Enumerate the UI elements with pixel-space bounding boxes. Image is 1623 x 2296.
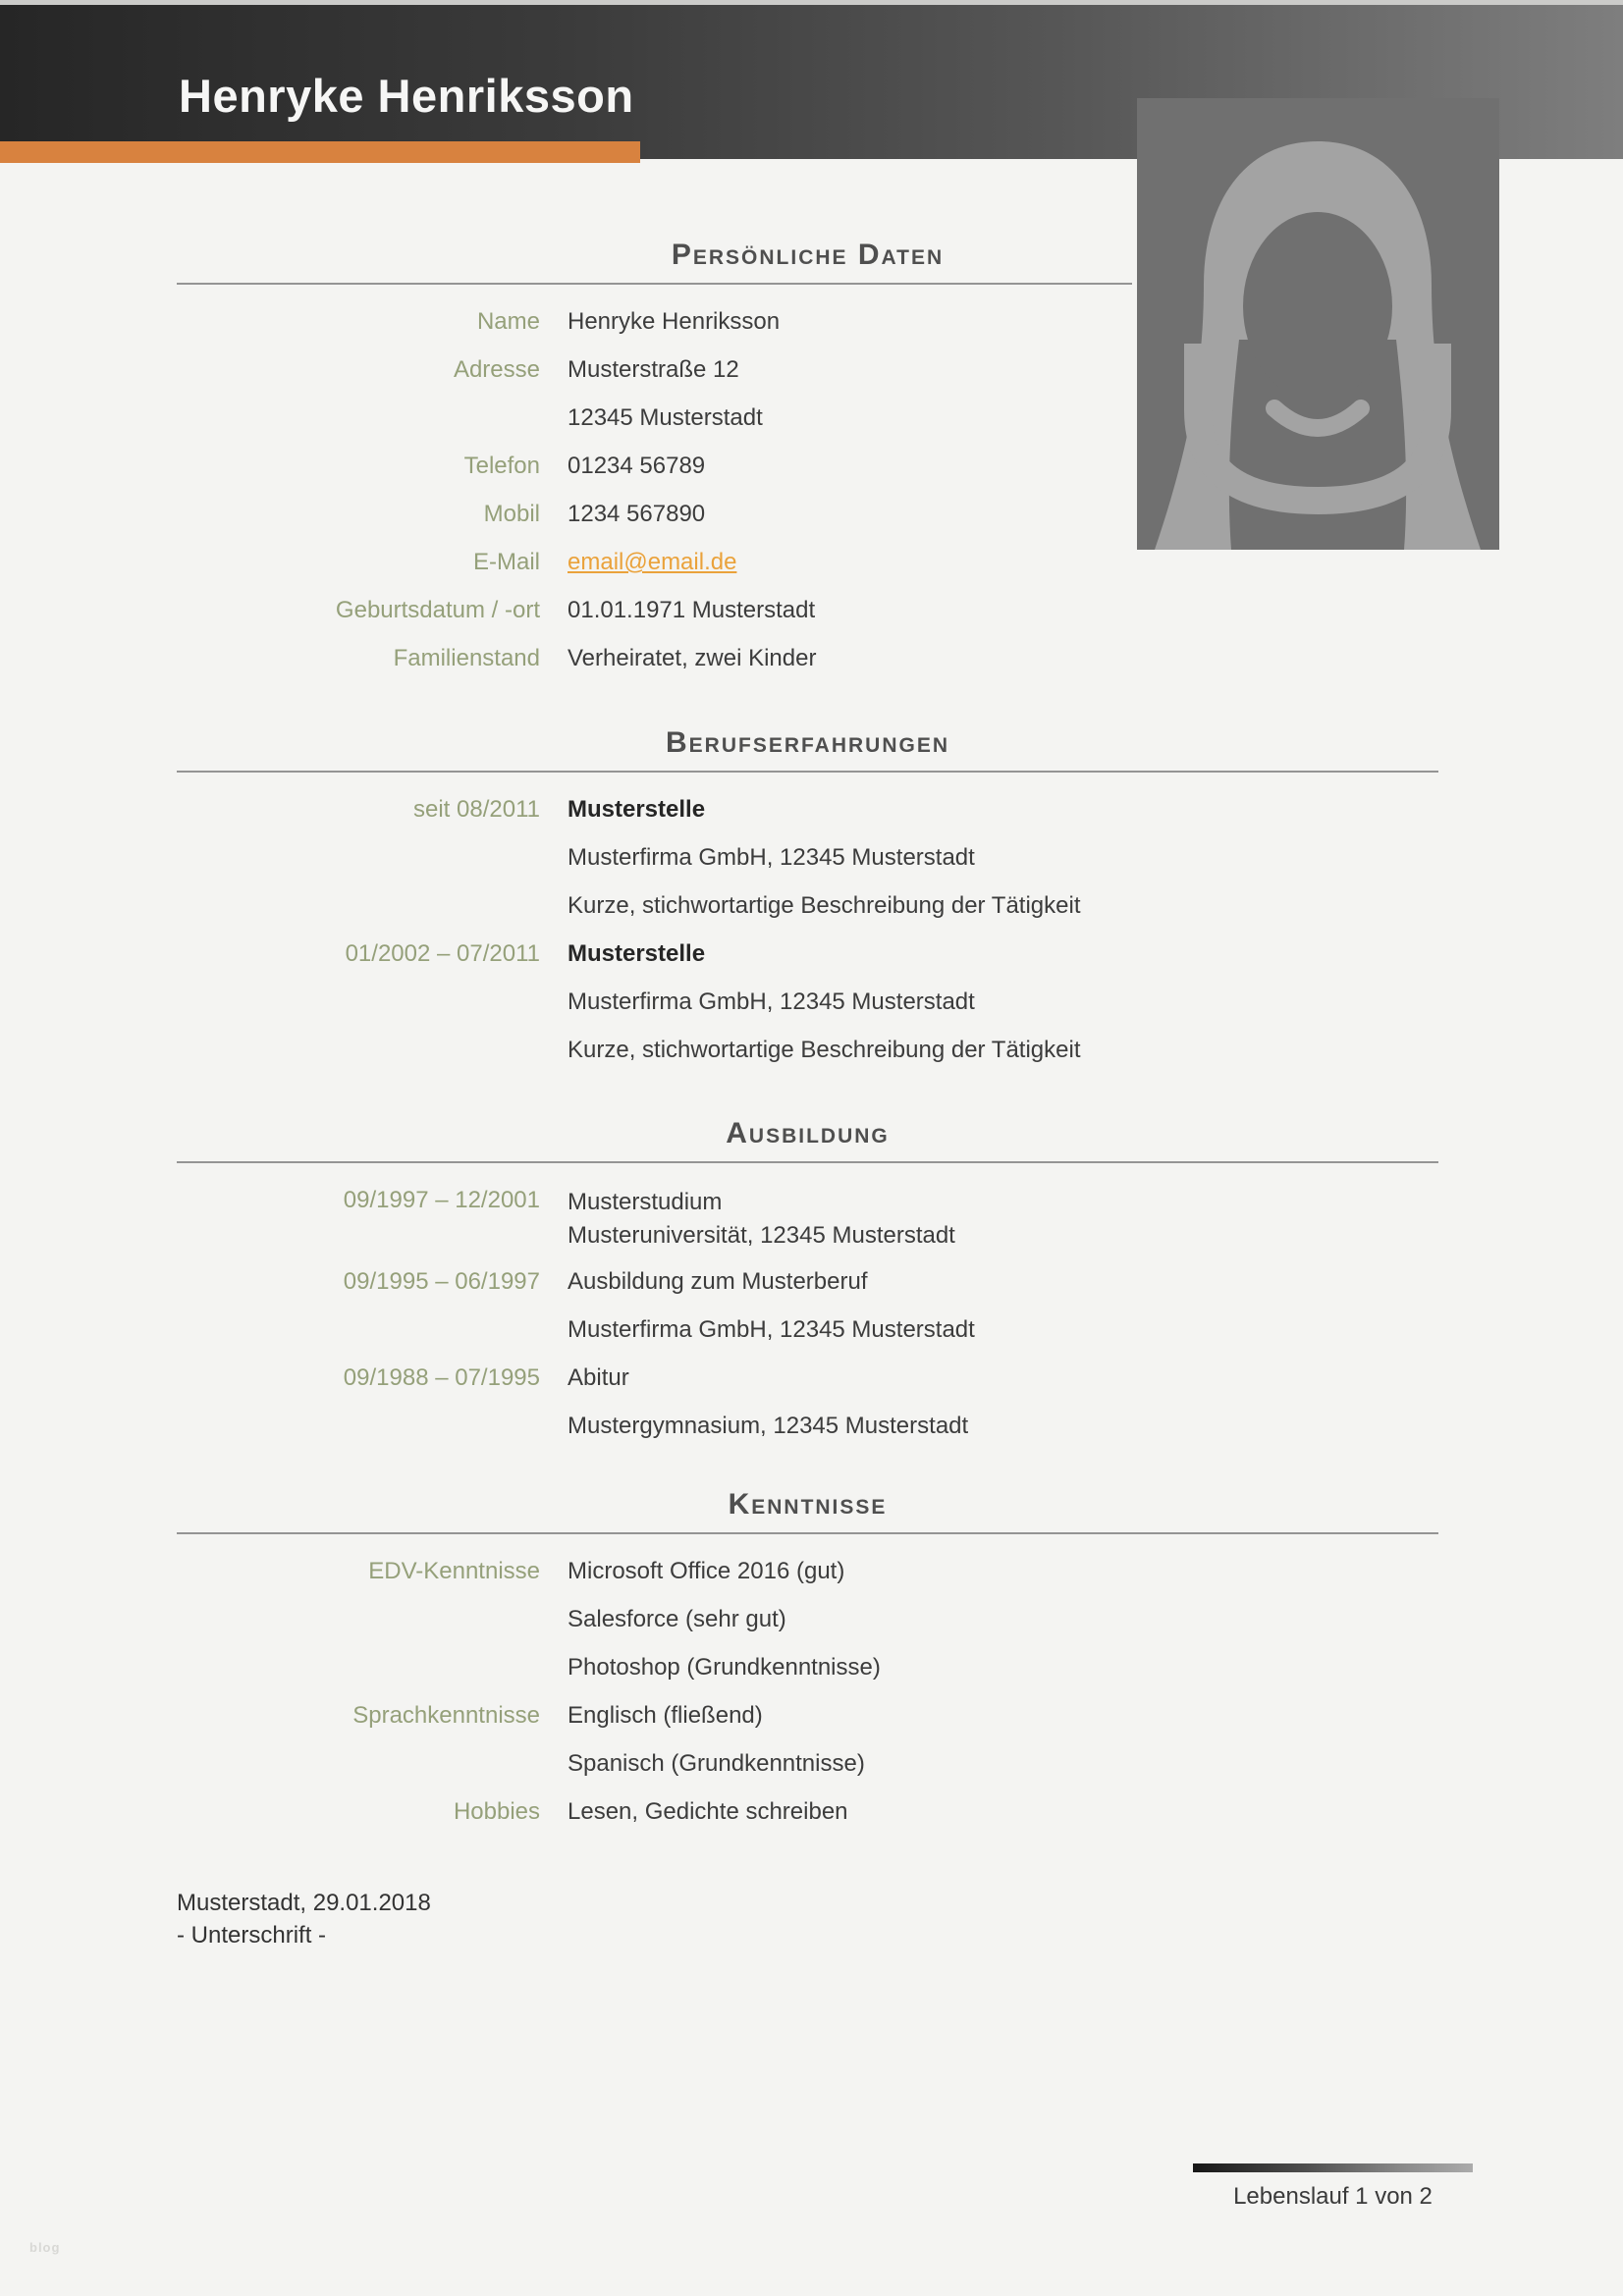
row-label: 01/2002 – 07/2011 [345, 940, 540, 967]
row-label: Sprachkenntnisse [352, 1702, 540, 1729]
row-value: Lesen, Gedichte schreiben [568, 1798, 848, 1825]
data-row [177, 1797, 1438, 1845]
row-value: 01234 56789 [568, 453, 706, 479]
watermark-text: blog [29, 2240, 61, 2255]
row-label: Adresse [453, 356, 540, 383]
row-label: 09/1997 – 12/2001 [343, 1187, 540, 1213]
row-value: Musterstelle [568, 940, 706, 967]
data-row [177, 1036, 1438, 1084]
row-value: Henryke Henriksson [568, 308, 781, 335]
data-row [177, 644, 1438, 692]
section-education [177, 1114, 1438, 1460]
row-value: Kurze, stichwortartige Beschreibung der Tätigkeit [568, 1037, 1081, 1063]
row-label: Telefon [463, 453, 540, 479]
row-value: Verheiratet, zwei Kinder [568, 645, 817, 671]
row-value: Musterfirma GmbH, 12345 Musterstadt [568, 844, 975, 871]
row-label: Hobbies [453, 1798, 540, 1825]
data-row [177, 1267, 1438, 1315]
section-title: Ausbildung [726, 1117, 890, 1149]
row-label: 09/1995 – 06/1997 [343, 1268, 540, 1295]
data-row [177, 355, 1438, 403]
data-row [177, 596, 1438, 644]
data-row [177, 1653, 1438, 1701]
data-row [177, 1749, 1438, 1797]
section-rows [177, 795, 1438, 1084]
signature-block [177, 1887, 431, 1951]
data-row [177, 891, 1438, 939]
data-row [177, 1363, 1438, 1412]
row-value: Musterstelle [568, 796, 706, 823]
row-label: 09/1988 – 07/1995 [343, 1364, 540, 1391]
section-divider [177, 1532, 1438, 1534]
section-rows [177, 1186, 1438, 1460]
email-link[interactable]: email@email.de [568, 549, 737, 575]
data-row [177, 403, 1438, 452]
data-row [177, 1605, 1438, 1653]
data-row [177, 843, 1438, 891]
data-row [177, 795, 1438, 843]
section-divider [177, 771, 1438, 773]
data-row [177, 548, 1438, 596]
row-value [568, 1186, 1438, 1253]
person-name: Henryke Henriksson [179, 70, 634, 122]
row-value: Spanisch (Grundkenntnisse) [568, 1750, 865, 1777]
row-value: Mustergymnasium, 12345 Musterstadt [568, 1413, 969, 1439]
row-value: Musterfirma GmbH, 12345 Musterstadt [568, 1316, 975, 1343]
accent-bar [0, 141, 640, 163]
row-value: Microsoft Office 2016 (gut) [568, 1558, 845, 1584]
footer-gradient-bar [1193, 2163, 1473, 2172]
row-label: seit 08/2011 [413, 796, 540, 823]
row-label: Name [476, 308, 540, 335]
row-value: Photoshop (Grundkenntnisse) [568, 1654, 881, 1681]
row-value: 01.01.1971 Musterstadt [568, 597, 816, 623]
row-value: Musterstraße 12 [568, 356, 739, 383]
section-title: Berufserfahrungen [665, 726, 949, 759]
section-skills [177, 1485, 1438, 1845]
row-value: Salesforce (sehr gut) [568, 1606, 786, 1632]
row-value: Abitur [568, 1364, 629, 1391]
data-row [177, 1315, 1438, 1363]
row-label: E-Mail [472, 549, 540, 575]
data-row [177, 1557, 1438, 1605]
row-label: EDV-Kenntnisse [368, 1558, 540, 1584]
data-row [177, 1701, 1438, 1749]
row-value: Ausbildung zum Musterberuf [568, 1268, 868, 1295]
row-label: Familienstand [393, 645, 540, 671]
data-row [177, 307, 1438, 355]
row-label: Geburtsdatum / -ort [335, 597, 540, 623]
row-value: 1234 567890 [568, 501, 706, 527]
signature-placeholder: - Unterschrift - [177, 1922, 327, 1949]
data-row [177, 1186, 1438, 1267]
row-value: Musterfirma GmbH, 12345 Musterstadt [568, 988, 975, 1015]
data-row [177, 452, 1438, 500]
signature-place-date: Musterstadt, 29.01.2018 [177, 1890, 431, 1916]
section-personal-data [177, 236, 1438, 692]
data-row [177, 500, 1438, 548]
row-value-line: Musterstudium [568, 1189, 723, 1215]
section-work-experience [177, 723, 1438, 1084]
row-value: Kurze, stichwortartige Beschreibung der Tätigkeit [568, 892, 1081, 919]
section-divider [177, 1161, 1438, 1163]
section-rows [177, 1557, 1438, 1845]
section-divider [177, 283, 1132, 285]
row-value: Englisch (fließend) [568, 1702, 763, 1729]
page-number-label: Lebenslauf 1 von 2 [1233, 2183, 1433, 2210]
row-label: Mobil [483, 501, 540, 527]
section-title: Persönliche Daten [671, 239, 945, 271]
data-row [177, 988, 1438, 1036]
data-row [177, 939, 1438, 988]
section-rows [177, 307, 1438, 692]
section-title: Kenntnisse [728, 1488, 888, 1521]
data-row [177, 1412, 1438, 1460]
row-value-line: Musteruniversität, 12345 Musterstadt [568, 1222, 955, 1249]
row-value: 12345 Musterstadt [568, 404, 763, 431]
row-value [568, 548, 1438, 577]
